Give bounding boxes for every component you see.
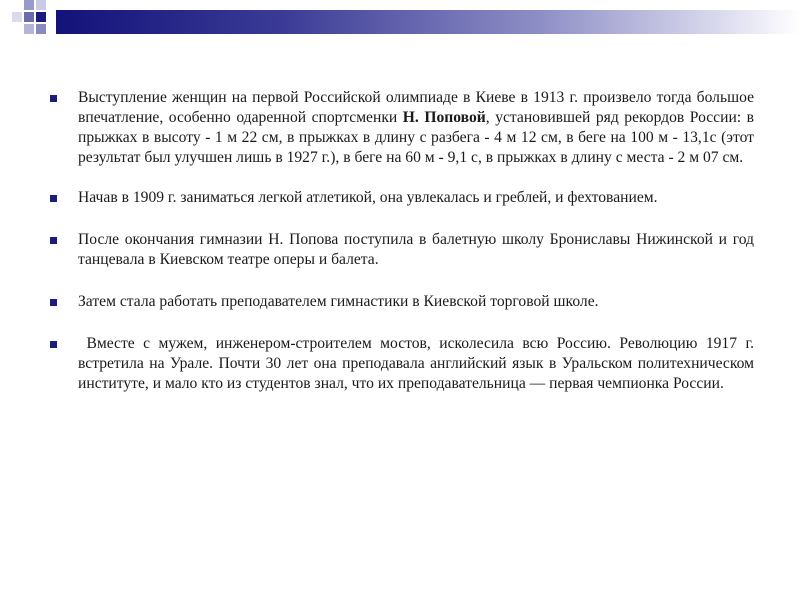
- bullet-item: [48, 292, 754, 312]
- decor-square: [36, 24, 46, 34]
- bullet-item: [48, 334, 758, 394]
- bullet-text: Затем стала работать преподавателем гимнастики в Киевской торговой школе.: [78, 293, 599, 310]
- decor-square: [24, 0, 34, 10]
- bullet-text: После окончания гимназии Н. Попова поступила в балетную школу Брониславы Нижинской и год танцевала в Киевском театре оперы и балета.: [78, 231, 754, 268]
- bullet-item: [48, 230, 754, 270]
- bullet-text: , установившей ряд рекордов России: в прыжках в высоту - 1 м 22 см, в прыжках в длину с разбега - 4 м 12 см, в беге на 100 м - 13,1с (этот результат был улучшен лишь в 1927 г.), в беге на 60 м - 9,1 с, в прыжках в длину с места - 2 м 07 см.: [78, 109, 755, 166]
- square-bullet-icon: [50, 195, 57, 202]
- bullet-text-bold: Н. Поповой: [402, 109, 486, 126]
- decor-square: [24, 24, 34, 34]
- decor-square: [36, 0, 46, 10]
- bullet-text: Начав в 1909 г. заниматься легкой атлетикой, она увлекалась и греблей, и фехтованием.: [78, 189, 658, 206]
- square-bullet-icon: [50, 299, 57, 306]
- square-bullet-icon: [50, 95, 57, 102]
- decor-square: [36, 12, 46, 22]
- slide-header-decoration: [0, 0, 800, 44]
- square-bullet-icon: [50, 237, 57, 244]
- bullet-text: Вместе с мужем, инженером-строителем мостов, исколесила всю Россию. Революцию 1917 г. встретила на Урале. Почти 30 лет она преподавала английский язык в Уральском политехническом институте, и мало кто из студентов знал, что их преподавательница — первая чемпионка России.: [78, 335, 758, 392]
- decor-square: [24, 12, 34, 22]
- bullet-text: Выступление женщин на первой Российской олимпиаде в Киеве в 1913 г. произвело тогда большое впечатление, особенно одаренной спортсменки: [78, 89, 754, 126]
- header-gradient-bar: [56, 10, 800, 34]
- square-bullet-icon: [50, 341, 57, 348]
- bullet-item: [48, 188, 754, 208]
- bullet-item: [48, 88, 754, 168]
- slide-content: [48, 88, 758, 416]
- decor-square: [12, 12, 22, 22]
